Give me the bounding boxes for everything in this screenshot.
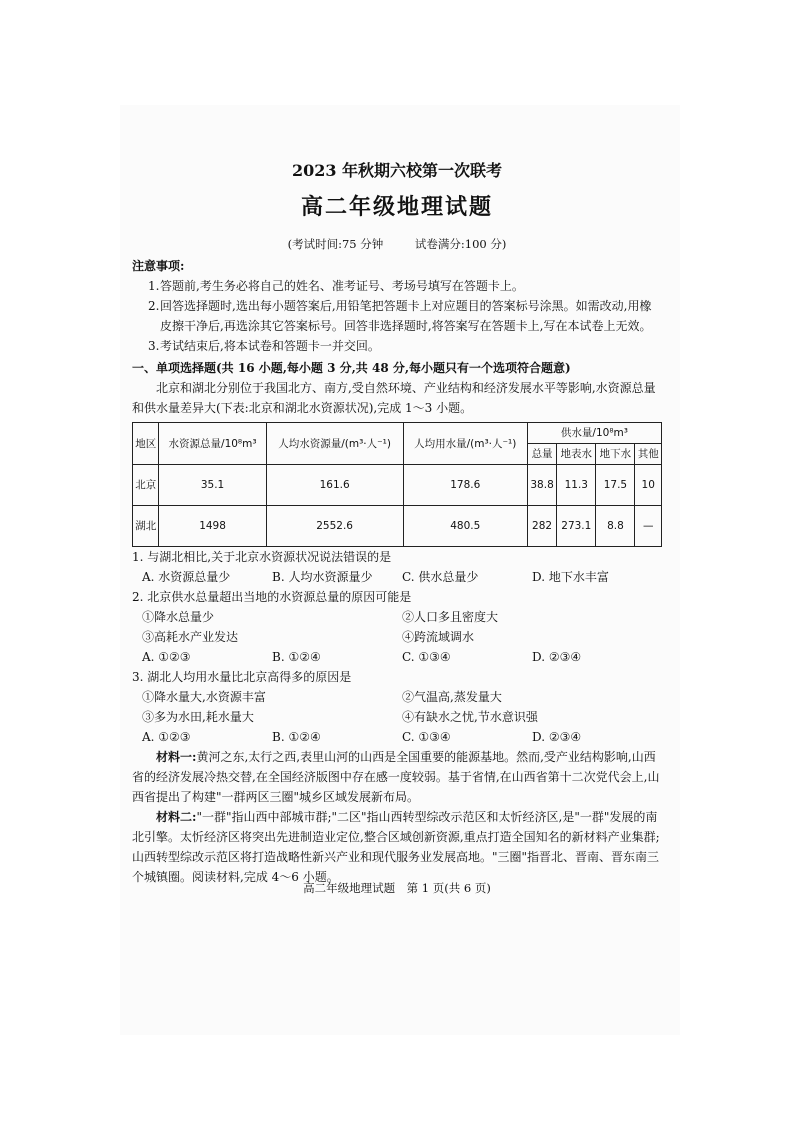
exam-subtitle: 高二年级地理试题 (300, 194, 493, 220)
th-supply: 供水量/10⁸m³ (527, 423, 661, 444)
option-a: A. 水资源总量少 (142, 570, 231, 584)
question-3-statements (132, 687, 662, 707)
question-2-options (132, 647, 662, 667)
th-per-capita: 人均水资源量/(m³·人⁻¹) (266, 423, 403, 465)
statement-2: ②人口多且密度大 (402, 610, 499, 624)
th-ground: 地下水 (596, 444, 635, 465)
th-total: 水资源总量/10⁸m³ (159, 423, 266, 465)
option-d: D. ②③④ (532, 730, 582, 744)
question-1-stem: 1. 与湖北相比,关于北京水资源状况说法错误的是 (132, 550, 392, 564)
document-content (132, 160, 662, 887)
table-row: 北京 35.1 161.6 178.6 38.8 11.3 17.5 10 (133, 465, 662, 506)
th-other: 其他 (635, 444, 662, 465)
statement-1: ①降水总量少 (142, 610, 215, 624)
question-1-options (132, 567, 662, 587)
statement-2: ②气温高,蒸发量大 (402, 690, 502, 704)
section-title: 一、单项选择题(共 16 小题,每小题 3 分,共 48 分,每小题只有一个选项符合题意) (132, 361, 571, 375)
note-item: 1.答题前,考生务必将自己的姓名、准考证号、考场号填写在答题卡上。 (148, 279, 524, 293)
th-usage: 人均用水量/(m³·人⁻¹) (403, 423, 527, 465)
material-2: 材料二:"一群"指山西中部城市群;"二区"指山西转型综改示范区和太忻经济区,是"一群"发展的南北引擎。太忻经济区将突出先进制造业定位,整合区域创新资源,重点打造全国知名的新材料产业集群;山西转型综改示范区将打造战略性新兴产业和现代服务业发展高地。"三圈"指晋北、晋南、晋东南三个城镇圈。阅读材料,完成 4～6 小题。 (132, 810, 660, 884)
question-2-statements (132, 627, 662, 647)
option-c: C. 供水总量少 (402, 570, 479, 584)
notes-title: 注意事项: (132, 259, 185, 273)
option-a: A. ①②③ (142, 650, 191, 664)
question-2-stem: 2. 北京供水总量超出当地的水资源总量的原因可能是 (132, 590, 412, 604)
note-item: 2.回答选择题时,选出每小题答案后,用铅笔把答题卡上对应题目的答案标号涂黑。如需改动,用橡皮擦干净后,再选涂其它答案标号。回答非选择题时,将答案写在答题卡上,写在本试卷上无效。 (148, 299, 652, 333)
statement-1: ①降水量大,水资源丰富 (142, 690, 266, 704)
statement-4: ④有缺水之忧,节水意识强 (402, 710, 538, 724)
option-b: B. ①②④ (272, 730, 321, 744)
option-c: C. ①③④ (402, 650, 451, 664)
question-2-statements (132, 607, 662, 627)
th-surface: 地表水 (557, 444, 596, 465)
question-3-stem: 3. 湖北人均用水量比北京高得多的原因是 (132, 670, 352, 684)
option-d: D. 地下水丰富 (532, 570, 609, 584)
full-score: 试卷满分:100 分) (414, 237, 507, 251)
question-3-statements (132, 707, 662, 727)
statement-3: ③高耗水产业发达 (142, 630, 239, 644)
option-d: D. ②③④ (532, 650, 582, 664)
page-footer: 高二年级地理试题 第 1 页(共 6 页) (303, 881, 491, 895)
note-item: 3.考试结束后,将本试卷和答题卡一并交回。 (148, 339, 380, 353)
exam-title: 2023 年秋期六校第一次联考 (291, 161, 503, 180)
statement-4: ④跨流域调水 (402, 630, 475, 644)
th-region: 地区 (133, 423, 159, 465)
water-resources-table (132, 422, 662, 547)
statement-3: ③多为水田,耗水量大 (142, 710, 254, 724)
option-c: C. ①③④ (402, 730, 451, 744)
option-a: A. ①②③ (142, 730, 191, 744)
th-supply-total: 总量 (527, 444, 556, 465)
section-intro: 北京和湖北分别位于我国北方、南方,受自然环境、产业结构和经济发展水平等影响,水资源总量和供水量差异大(下表:北京和湖北水资源状况),完成 1～3 小题。 (132, 381, 656, 415)
material-1: 材料一:黄河之东,太行之西,表里山河的山西是全国重要的能源基地。然而,受产业结构影响,山西省的经济发展冷热交替,在全国经济版图中存在感一度较弱。基于省情,在山西省第十二次党代会上,山西省提出了构建"一群两区三圈"城乡区域发展新布局。 (132, 750, 660, 804)
option-b: B. ①②④ (272, 650, 321, 664)
option-b: B. 人均水资源量少 (272, 570, 373, 584)
question-3-options (132, 727, 662, 747)
exam-meta (132, 234, 662, 254)
table-row: 湖北 1498 2552.6 480.5 282 273.1 8.8 — (133, 506, 662, 547)
exam-time: (考试时间:75 分钟 (287, 237, 384, 251)
